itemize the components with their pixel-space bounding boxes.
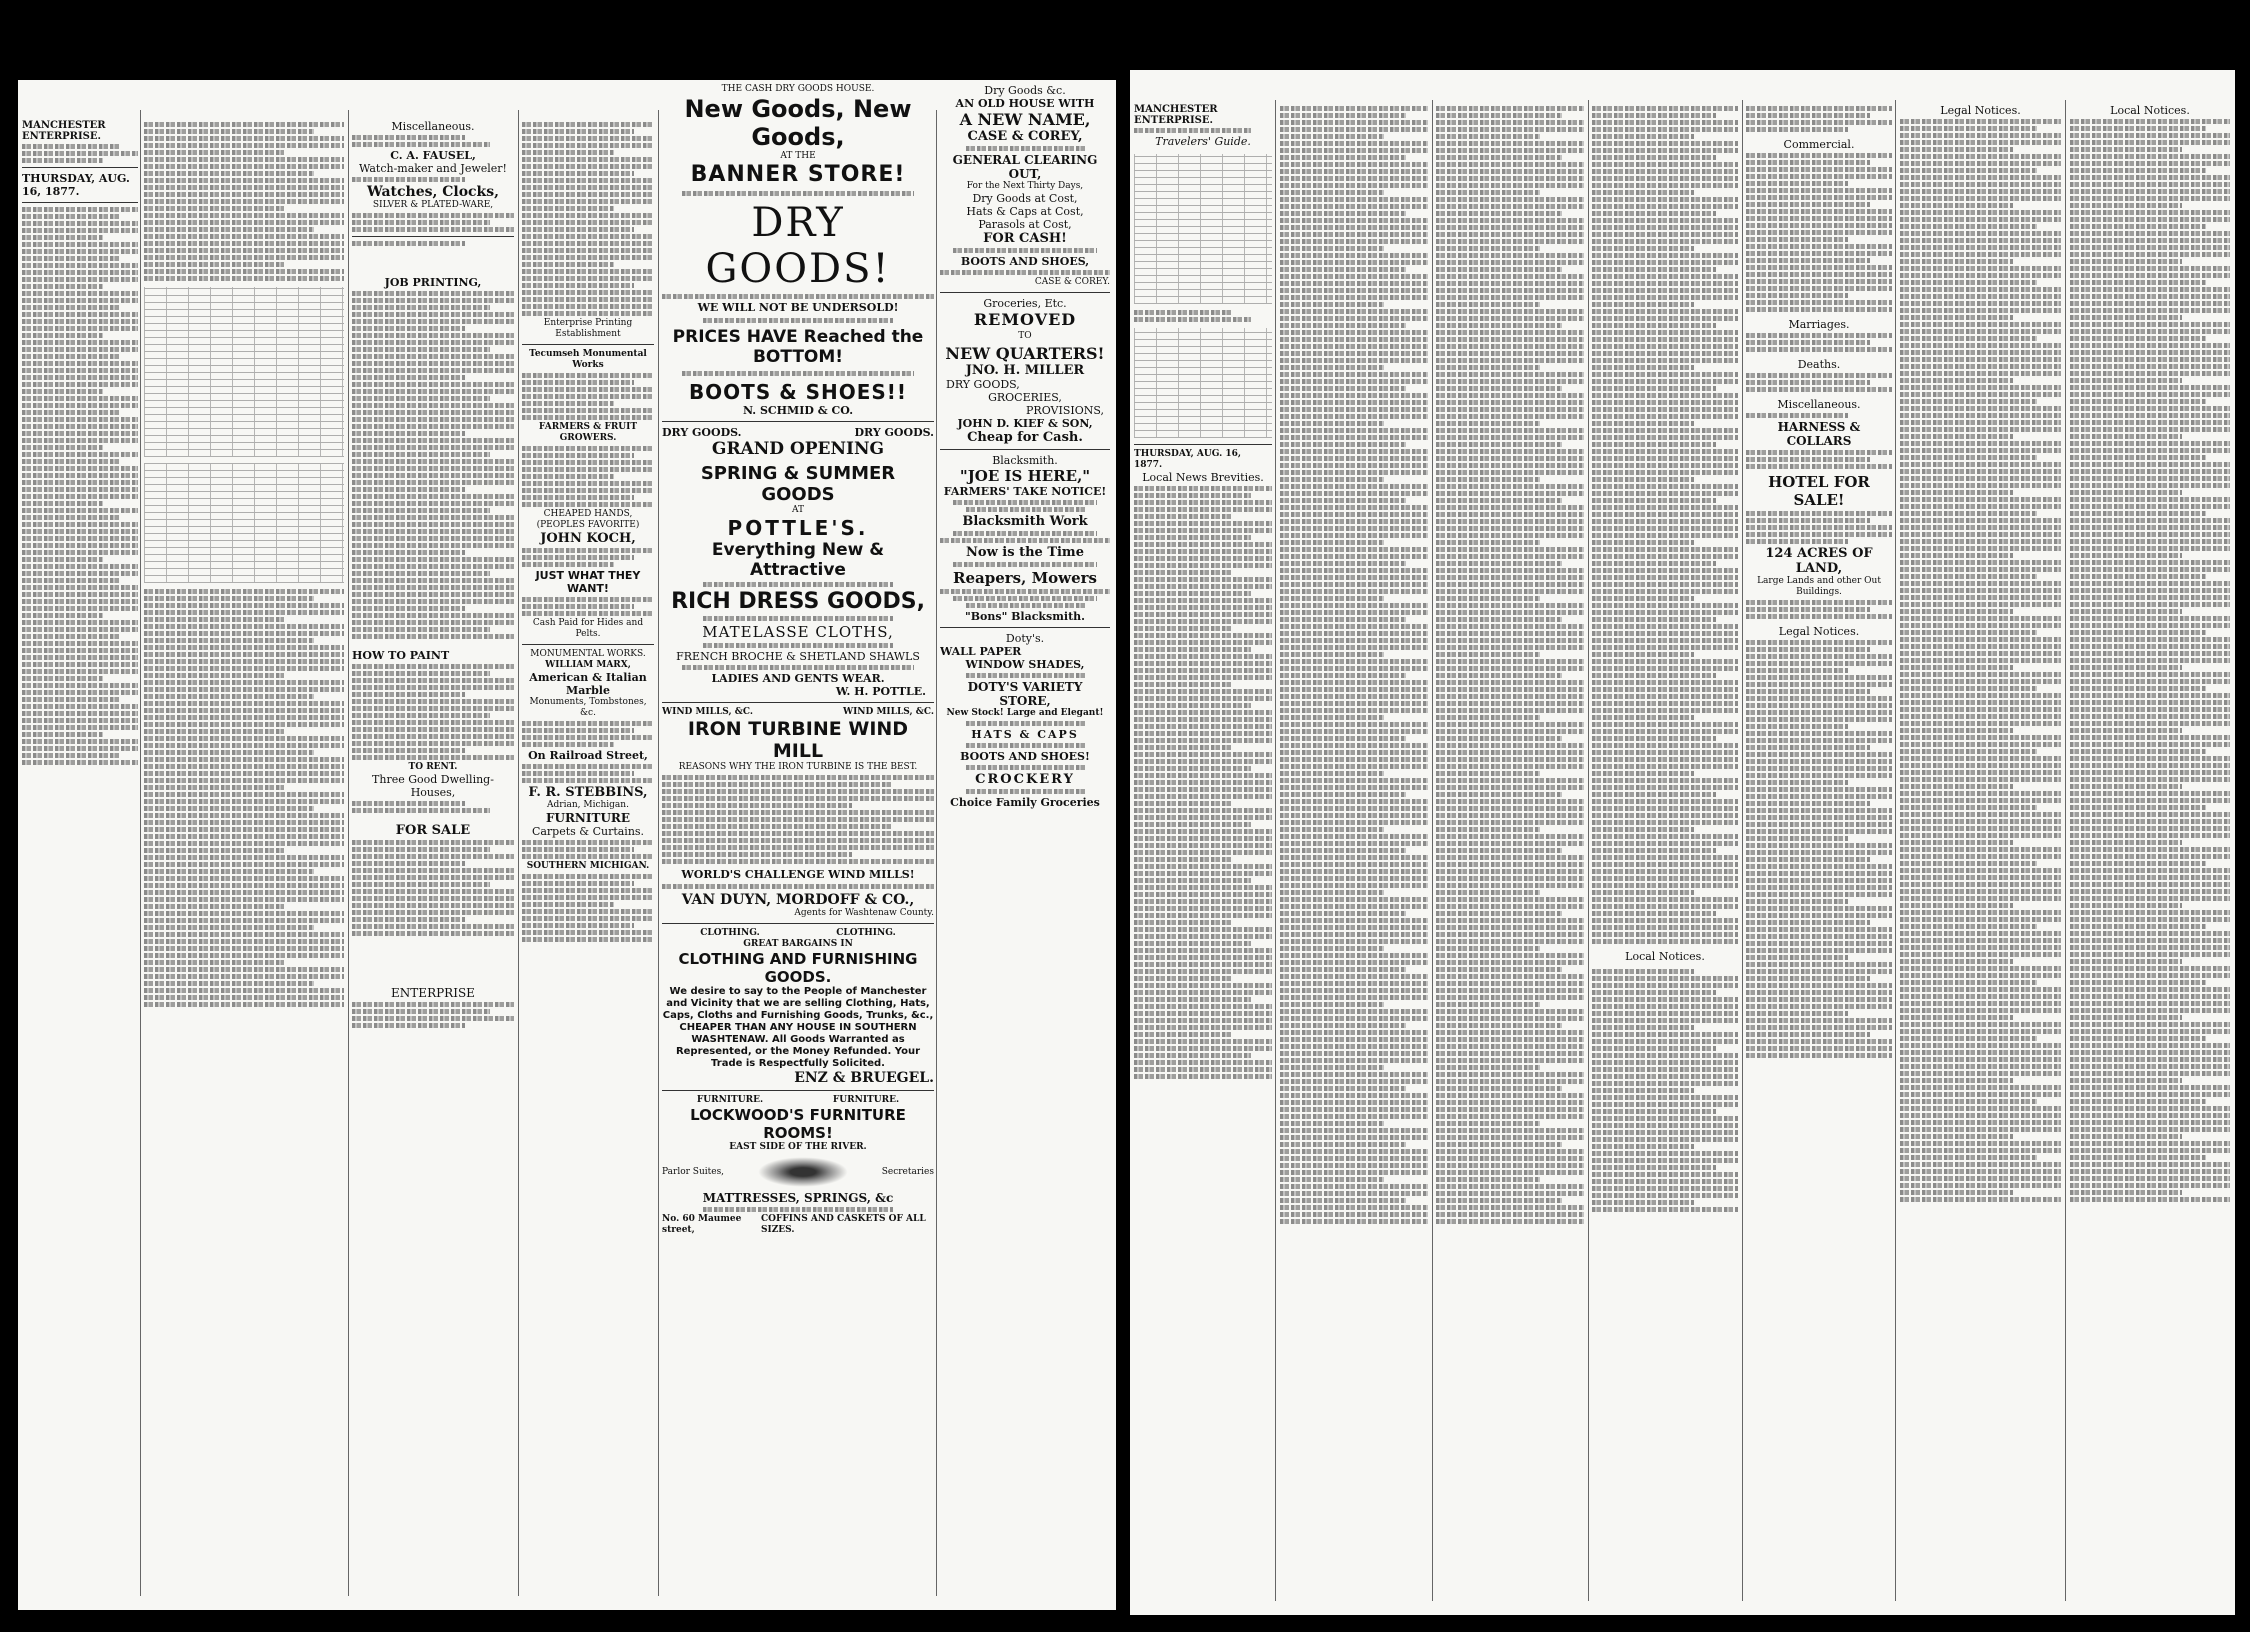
left-col-3	[352, 120, 514, 1600]
at: AT	[791, 505, 804, 515]
left-col-6: Dry Goods &c. AN OLD HOUSE WITH A NEW NAME, CASE & COREY, GENERAL CLEARING OUT, For the Next Thirty Days, Dry Goods at Cost, Hats & Caps at Cost, Parasols at Cost, FOR CASH! BOOTS AND SHOES, CASE & COREY. Groceries, Etc. REMOVED TO NEW QUARTERS! JNO. H. MILLER DRY GOODS, GROCERIES, PROVISIONS, JOHN D. KIEF & SON, Cheap for Cash. Blacksmith. "JOE IS HERE," FARMERS' TAKE NOTICE! Blacksmith Work Now is the Time Reapers, Mowers "Bons" Blacksmith. Doty's. WALL PAPER WINDOW SHADES, DOTY'S VARIETY STORE, New Stock! Large and Elegant! HATS & CAPS BOOTS AND SHOES! CROCKERY Choice Family Groceries	[940, 84, 1110, 809]
great-bargains: GREAT BARGAINS IN	[743, 939, 853, 949]
right-col-7	[2070, 104, 2230, 1605]
rich-dress: RICH DRESS GOODS,	[671, 589, 925, 614]
new-name: A NEW NAME,	[959, 110, 1091, 129]
for-cash: FOR CASH!	[983, 231, 1067, 246]
now-time: Now is the Time	[966, 545, 1084, 560]
right-page	[1130, 70, 2235, 1615]
reasons: REASONS WHY THE IRON TURBINE IS THE BEST.	[678, 762, 918, 772]
left-col-5	[662, 84, 934, 1600]
coffins: COFFINS AND CASKETS OF ALL SIZES.	[761, 1214, 926, 1235]
william-marx: WILLIAM MARX,	[545, 660, 631, 670]
thirty-days: For the Next Thirty Days,	[966, 181, 1084, 191]
joe-here: "JOE IS HERE,"	[959, 467, 1091, 485]
clothing-right: CLOTHING.	[836, 928, 896, 938]
old-house: AN OLD HOUSE WITH	[955, 97, 1095, 110]
clothing-furnishing: CLOTHING AND FURNISHING GOODS.	[678, 950, 918, 986]
blacksmith-work: Blacksmith Work	[962, 514, 1088, 529]
iron-turbine: IRON TURBINE WIND MILL	[687, 718, 909, 762]
dotys-heading: Doty's.	[1005, 632, 1045, 645]
right-col-4	[1592, 104, 1738, 1605]
large-lands: Large Lands and other Out Buildings.	[1757, 576, 1881, 597]
mattresses: MATTRESSES, SPRINGS, &c	[702, 1191, 894, 1205]
boots-shoes-3: BOOTS AND SHOES!	[960, 750, 1090, 763]
left-col-2	[144, 120, 344, 1600]
dry-goods-list: DRY GOODS,	[946, 378, 1020, 391]
furniture-left: FURNITURE.	[696, 1095, 764, 1105]
monumental-works: Tecumseh Monumental Works	[529, 349, 647, 370]
lockwood: LOCKWOOD'S FURNITURE ROOMS!	[690, 1106, 906, 1142]
timetable	[1134, 154, 1272, 304]
local-news: Local News Brevities.	[1142, 471, 1264, 484]
dry-goods-heading: Dry Goods &c.	[984, 84, 1066, 97]
parasols-cost: Parasols at Cost,	[978, 218, 1072, 231]
challenge: WORLD'S CHALLENGE WIND MILLS!	[681, 868, 915, 881]
windmills-left: WIND MILLS, &C.	[662, 707, 754, 717]
dry-goods-big: DRY GOODS!	[705, 200, 891, 292]
hats-cost: Hats & Caps at Cost,	[966, 205, 1084, 218]
crockery: CROCKERY	[975, 772, 1075, 787]
hotel-for-sale: HOTEL FOR SALE!	[1768, 473, 1870, 509]
prices-bottom: PRICES HAVE Reached the BOTTOM!	[672, 327, 924, 367]
misc-heading: Miscellaneous.	[391, 120, 475, 133]
printing-establishment: Enterprise Printing Establishment	[543, 318, 633, 339]
legal-notices-6: Legal Notices.	[1940, 104, 2021, 117]
groceries-heading: Groceries, Etc.	[983, 297, 1067, 310]
secretaries: Secretaries	[881, 1166, 934, 1177]
carpets: Carpets & Curtains.	[531, 825, 645, 838]
provisions-list: PROVISIONS,	[1026, 404, 1104, 417]
pottles: POTTLE'S.	[727, 516, 869, 540]
crop-table	[144, 287, 344, 457]
general-clearing: GENERAL CLEARING OUT,	[952, 153, 1098, 181]
everything-new: Everything New & Attractive	[711, 540, 885, 580]
cash-house: THE CASH DRY GOODS HOUSE.	[721, 84, 875, 94]
choice-groceries: Choice Family Groceries	[950, 796, 1100, 809]
east-side: EAST SIDE OF THE RIVER.	[729, 1142, 867, 1152]
silver-line: SILVER & PLATED-WARE,	[372, 200, 494, 210]
left-col-4	[522, 120, 654, 1600]
undersold: WE WILL NOT BE UNDERSOLD!	[697, 301, 899, 314]
local-notices-7: Local Notices.	[2110, 104, 2190, 117]
pottle-sig: W. H. POTTLE.	[835, 685, 926, 698]
clothing-body: We desire to say to the People of Manchester and Vicinity that we are selling Clothing, Hats, Caps, Cloths and Furnishing Goods, Trunks, &c., CHEAPER THAN ANY HOUSE IN SOUTHERN WASHTENAW. All Goods Warranted as Represented, or the Money Refunded. Your Trade is Respectfully Solicited.	[662, 986, 934, 1069]
watches-line: Watches, Clocks,	[366, 184, 500, 200]
case-corey-sig: CASE & COREY.	[1034, 277, 1110, 287]
bons-blacksmith: "Bons" Blacksmith.	[965, 610, 1085, 623]
window-shades: WINDOW SHADES,	[965, 658, 1085, 671]
address: No. 60 Maumee street,	[662, 1214, 742, 1235]
misc-right: Miscellaneous.	[1777, 398, 1861, 411]
southern-michigan: SOUTHERN MICHIGAN.	[526, 861, 650, 871]
grand-opening: GRAND OPENING	[711, 439, 885, 459]
monuments: Monuments, Tombstones, &c.	[529, 697, 647, 718]
boots-shoes: BOOTS & SHOES!!	[688, 380, 908, 404]
to-rent: TO RENT.	[408, 762, 458, 772]
right-col-1	[1134, 104, 1272, 1605]
ladies-gents: LADIES AND GENTS WEAR.	[711, 672, 885, 685]
furniture-right: FURNITURE.	[832, 1095, 900, 1105]
reapers: Reapers, Mowers	[953, 569, 1097, 587]
dg-cost: Dry Goods at Cost,	[972, 192, 1078, 205]
new-goods: New Goods, New Goods,	[684, 95, 912, 151]
just-what: JUST WHAT THEY WANT!	[535, 569, 641, 595]
enz-bruegel: ENZ & BRUEGEL.	[794, 1070, 934, 1086]
new-stock: New Stock! Large and Elegant!	[946, 708, 1104, 718]
case-corey: CASE & COREY,	[967, 129, 1083, 144]
kief: JOHN D. KIEF & SON,	[957, 417, 1093, 430]
clothing-left: CLOTHING.	[700, 928, 760, 938]
masthead: MANCHESTER ENTERPRISE.	[22, 120, 106, 142]
miller: JNO. H. MILLER	[965, 363, 1085, 378]
boots-shoes-2: BOOTS AND SHOES,	[960, 255, 1090, 268]
marble: American & Italian Marble	[529, 671, 647, 697]
stebbins: F. R. STEBBINS,	[528, 785, 648, 800]
wall-paper: WALL PAPER	[940, 645, 1022, 658]
masthead-right: MANCHESTER ENTERPRISE.	[1134, 104, 1218, 126]
schmid: N. SCHMID & CO.	[742, 404, 854, 417]
fausel-trade: Watch-maker and Jeweler!	[359, 162, 507, 175]
matelasse: MATELASSE CLOTHS,	[702, 623, 894, 641]
new-quarters: NEW QUARTERS!	[945, 344, 1105, 363]
right-col-2	[1280, 104, 1428, 1605]
french-broche: FRENCH BROCHE & SHETLAND SHAWLS	[676, 650, 920, 663]
left-col-1	[22, 120, 138, 1600]
removed: REMOVED	[973, 310, 1077, 329]
job-printing: JOB PRINTING,	[384, 276, 482, 289]
dry-goods-right: DRY GOODS.	[854, 426, 934, 439]
deaths: Deaths.	[1797, 358, 1841, 371]
groceries-list: GROCERIES,	[988, 391, 1062, 404]
peoples-favorite: (PEOPLES FAVORITE)	[536, 520, 640, 530]
marriages: Marriages.	[1788, 318, 1850, 331]
spring-summer: SPRING & SUMMER GOODS	[700, 463, 896, 505]
farmers-growers: FARMERS & FRUIT GROWERS.	[538, 422, 638, 443]
legal-notices-5: Legal Notices.	[1778, 625, 1860, 638]
banner-store: BANNER STORE!	[690, 162, 906, 187]
left-page	[18, 80, 1116, 1610]
dry-goods-left: DRY GOODS.	[662, 426, 742, 439]
john-koch: JOHN KOCH,	[540, 531, 636, 546]
cheap-hands: CHEAPED HANDS,	[543, 509, 633, 519]
for-sale: FOR SALE	[395, 823, 471, 838]
commercial: Commercial.	[1783, 138, 1855, 151]
how-to-paint: HOW TO PAINT	[352, 649, 450, 662]
monumental-heading: MONUMENTAL WORKS.	[530, 649, 646, 659]
issue-date-right: THURSDAY, AUG. 16, 1877.	[1134, 449, 1242, 470]
right-col-3	[1436, 104, 1584, 1605]
local-notices: Local Notices.	[1625, 950, 1705, 963]
enterprise-footer: ENTERPRISE	[391, 986, 475, 1000]
right-col-5	[1746, 104, 1892, 1605]
agents: Agents for Washtenaw County.	[794, 908, 934, 918]
issue-date: THURSDAY, AUG. 16, 1877.	[22, 172, 130, 198]
farmers-notice: FARMERS' TAKE NOTICE!	[943, 485, 1107, 498]
blacksmith-heading: Blacksmith.	[992, 454, 1058, 467]
windmills-right: WIND MILLS, &C.	[842, 707, 934, 717]
travelers-guide: Travelers' Guide.	[1155, 135, 1251, 148]
railroad-street: On Railroad Street,	[528, 749, 648, 762]
rent-line: Three Good Dwelling-Houses,	[372, 773, 494, 799]
van-duyn: VAN DUYN, MORDOFF & CO.,	[681, 892, 915, 908]
adrian: Adrian, Michigan.	[547, 800, 629, 810]
cash-paid: Cash Paid for Hides and Pelts.	[532, 618, 644, 639]
fausel-name: C. A. FAUSEL,	[390, 149, 476, 162]
at-the: AT THE	[780, 151, 816, 161]
right-col-6	[1900, 104, 2061, 1605]
sofa-engraving-icon	[758, 1157, 848, 1187]
doty-variety: DOTY'S VARIETY STORE,	[967, 680, 1083, 708]
harness-collars: HARNESS & COLLARS	[1777, 420, 1861, 448]
cheap-cash: Cheap for Cash.	[967, 430, 1083, 445]
parlor-suites: Parlor Suites,	[662, 1166, 725, 1177]
acres-of-land: 124 ACRES OF LAND,	[1765, 546, 1873, 576]
furniture-heading: FURNITURE	[545, 811, 631, 825]
hats-caps: HATS & CAPS	[971, 728, 1079, 741]
